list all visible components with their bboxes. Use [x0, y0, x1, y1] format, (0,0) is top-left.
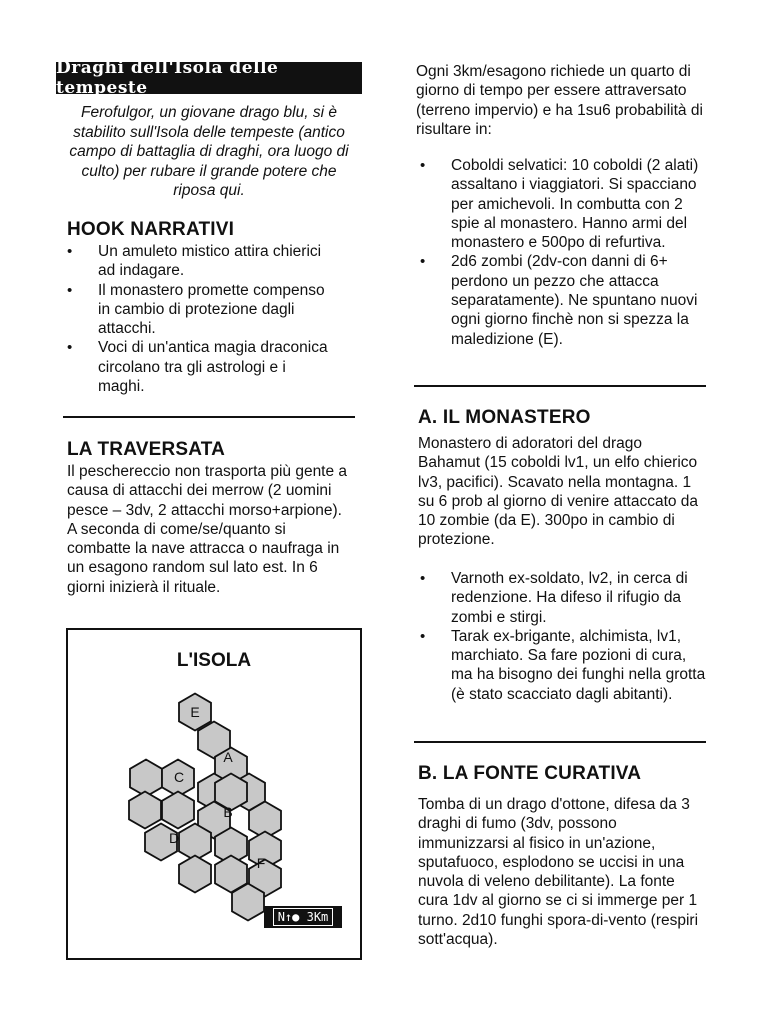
map-scale-text: N↑● 3Km — [273, 908, 334, 926]
npc-item: • Varnoth ex-soldato, lv2, in cerca di redenzione. Ha difeso il rifugio da zombi e stirgi. — [416, 569, 708, 627]
map-scale-legend — [264, 906, 342, 928]
island-map — [66, 628, 362, 960]
map-hex — [130, 760, 162, 797]
hex-label-b: B — [223, 804, 233, 820]
hook-item: • Il monastero promette compenso in cambio di protezione dagli attacchi. — [63, 281, 331, 339]
hook-list — [63, 242, 331, 396]
section-divider — [414, 385, 706, 387]
traversata-text: Il peschereccio non trasporta più gente a causa di attacchi dei merrow (2 uomini pesce – 3dv, 2 attacchi morso+arpione). A seconda di come/se/quanto si combatte la nave attracca o naufraga in un esagono random sul lato est. In 6 giorni inizierà il rituale. — [67, 463, 348, 596]
section-divider — [414, 741, 706, 743]
encounter-item: • 2d6 zombi (2dv-con danni di 6+ perdono un pezzo che attacca separatamente). Ne spuntano nuovi ogni giorno finchè non si spezza la maledizione (E). — [416, 252, 708, 348]
hex-label-f: F — [256, 855, 266, 871]
section-divider — [63, 416, 355, 418]
hex-label-a: A — [223, 749, 233, 765]
monastero-npc-list — [416, 569, 708, 704]
map-title: L'ISOLA — [176, 650, 252, 671]
fonte-text: Tomba di un drago d'ottone, difesa da 3 draghi di fumo (3dv, possono immunizzarsi al fisico in un'azione, sputafuoco, esplodono se uccisi in una nuvola di veleno debilitante). La fonte cura 1dv al giorno se ci si immerge per 1 turno. 2d10 funghi spora-di-vento (respiri sott'acqua). — [418, 796, 699, 949]
page-title: Draghi dell'Isola delle tempeste — [56, 62, 362, 94]
fonte-heading: B. LA FONTE CURATIVA — [418, 763, 642, 784]
hook-heading: HOOK NARRATIVI — [67, 219, 235, 240]
npc-item: • Tarak ex-brigante, alchimista, lv1, marchiato. Sa fare pozioni di cura, ma ha bisogno dei funghi nella grotta (è stato scacciato dagli abitanti). — [416, 627, 708, 704]
hex-label-e: E — [190, 704, 200, 720]
terrain-encounters-list — [416, 156, 708, 349]
intro-text: Ferofulgor, un giovane drago blu, si è stabilito sull'Isola delle tempeste (antico campo di battaglia di draghi, ora luogo di culto) per rubare il grande potere che riposa qui. — [69, 104, 349, 199]
hook-item: • Voci di un'antica magia draconica circolano tra gli astrologi e i maghi. — [63, 338, 331, 396]
monastero-heading: A. IL MONASTERO — [418, 407, 591, 428]
terrain-text: Ogni 3km/esagono richiede un quarto di giorno di tempo per essere attraversato (terreno impervio) e ha 1su6 probabilità di risultare in: — [416, 63, 703, 138]
encounter-item: • Coboldi selvatici: 10 coboldi (2 alati) assaltano i viaggiatori. Si spacciano per amichevoli. In combutta con 2 spie al monastero. Hanno armi del monastero e 500po di refurtiva. — [416, 156, 708, 252]
monastero-text: Monastero di adoratori del drago Bahamut (15 coboldi lv1, un elfo chierico lv3, pacifici). Scavato nella montagna. 1 su 6 prob al giorno di venire attaccato da 10 zombie (da E). 300po in cambio di protezione. — [418, 435, 699, 549]
hex-label-c: C — [173, 769, 185, 785]
map-hex — [129, 792, 161, 829]
hex-label-d: D — [168, 830, 180, 846]
map-hex — [232, 884, 264, 921]
map-hex — [179, 856, 211, 893]
map-hex — [162, 792, 194, 829]
hook-item: • Un amuleto mistico attira chierici ad indagare. — [63, 242, 331, 281]
traversata-heading: LA TRAVERSATA — [67, 439, 226, 460]
